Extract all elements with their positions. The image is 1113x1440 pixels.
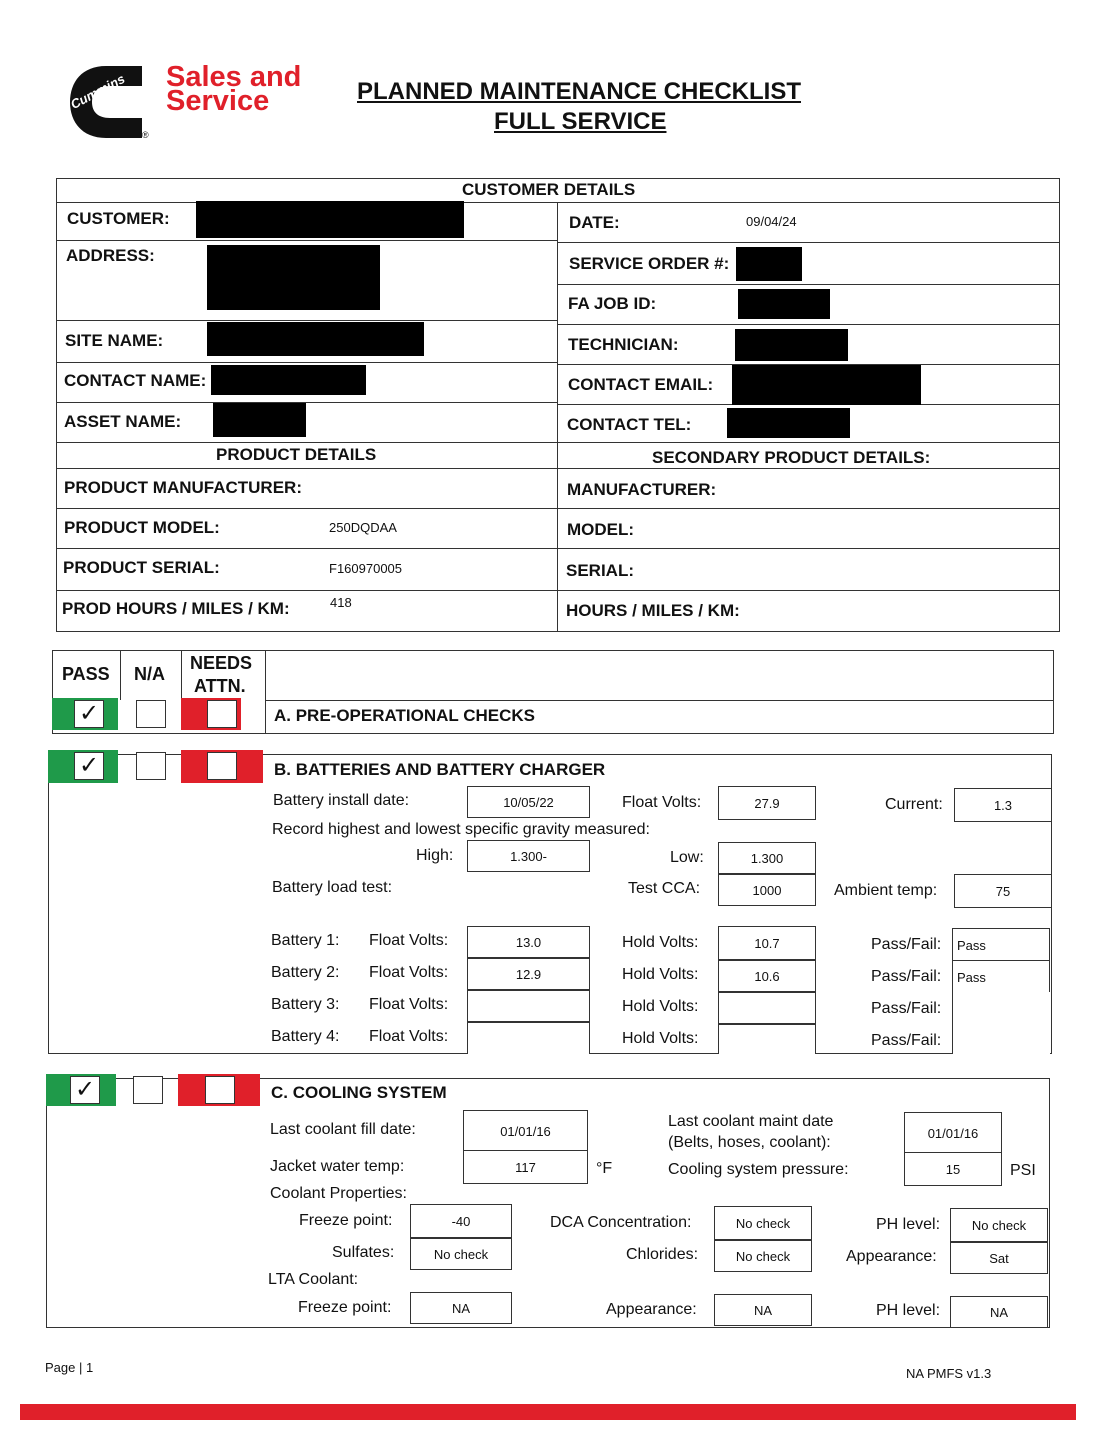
- battery-4-passfail-label: Pass/Fail:: [871, 1032, 942, 1049]
- contact-tel-label: CONTACT TEL:: [567, 415, 692, 434]
- section-c-title: C. COOLING SYSTEM: [271, 1083, 447, 1102]
- sulfates-label: Sulfates:: [332, 1244, 395, 1261]
- battery-2-passfail-value: Pass: [952, 960, 1050, 994]
- section-a-title: A. PRE-OPERATIONAL CHECKS: [274, 706, 536, 725]
- battery-2-hold-value: 10.6: [718, 960, 816, 992]
- product-manufacturer-label: PRODUCT MANUFACTURER:: [64, 478, 302, 497]
- section-a-na-checkbox[interactable]: [136, 700, 166, 728]
- product-hours-label: PROD HOURS / MILES / KM:: [62, 599, 290, 618]
- customer-details-heading: CUSTOMER DETAILS: [462, 180, 636, 199]
- float-volts-label: Float Volts:: [622, 794, 702, 811]
- fa-job-id-label: FA JOB ID:: [568, 294, 657, 313]
- low-value: 1.300: [718, 842, 816, 874]
- date-label: DATE:: [569, 213, 620, 232]
- technician-label: TECHNICIAN:: [568, 335, 679, 354]
- section-b-title: B. BATTERIES AND BATTERY CHARGER: [274, 760, 606, 779]
- gravity-label: Record highest and lowest specific gravity measured:: [272, 821, 650, 838]
- battery-2-float-value: 12.9: [467, 958, 590, 990]
- brand-line-2: Service: [166, 85, 270, 117]
- secondary-product-heading: SECONDARY PRODUCT DETAILS:: [652, 448, 931, 467]
- brand-line-1: Sales and: [166, 61, 302, 93]
- battery-2-label: Battery 2:: [271, 964, 340, 981]
- appearance-label: Appearance:: [846, 1248, 937, 1265]
- lta-ph-label: PH level:: [876, 1302, 941, 1319]
- high-value: 1.300-: [467, 840, 590, 872]
- battery-1-passfail-value: Pass: [952, 928, 1050, 962]
- cca-value: 1000: [718, 874, 816, 906]
- lta-freeze-value: NA: [410, 1292, 512, 1324]
- current-value: 1.3: [954, 788, 1052, 822]
- chlorides-value: No check: [714, 1240, 812, 1272]
- current-label: Current:: [885, 796, 943, 813]
- contact-tel-redacted: [727, 408, 850, 438]
- customer-redacted: [196, 201, 464, 238]
- product-hours-value: 418: [330, 595, 352, 610]
- battery-4-hold-label: Hold Volts:: [622, 1030, 699, 1047]
- dca-label: DCA Concentration:: [550, 1214, 692, 1231]
- contact-name-label: CONTACT NAME:: [64, 371, 207, 390]
- battery-4-float-label: Float Volts:: [369, 1028, 449, 1045]
- battery-1-hold-label: Hold Volts:: [622, 934, 699, 951]
- cummins-logo: [66, 62, 148, 142]
- battery-1-label: Battery 1:: [271, 932, 340, 949]
- battery-3-hold-label: Hold Volts:: [622, 998, 699, 1015]
- form-version: NA PMFS v1.3: [906, 1366, 992, 1381]
- asset-name-label: ASSET NAME:: [64, 412, 182, 431]
- page-title-line-1: PLANNED MAINTENANCE CHECKLIST: [357, 78, 801, 105]
- service-order-label: SERVICE ORDER #:: [569, 254, 730, 273]
- battery-4-float-value: [467, 1022, 590, 1054]
- product-details-heading: PRODUCT DETAILS: [216, 445, 377, 464]
- product-model-value: 250DQDAA: [329, 520, 397, 535]
- dca-value: No check: [714, 1206, 812, 1240]
- section-c-na-checkbox[interactable]: [133, 1076, 163, 1104]
- pressure-label: Cooling system pressure:: [668, 1161, 849, 1178]
- lta-appearance-label: Appearance:: [606, 1301, 697, 1318]
- lta-appearance-value: NA: [714, 1294, 812, 1326]
- product-serial-label: PRODUCT SERIAL:: [63, 558, 220, 577]
- cummins-wordmark: Cummins: [67, 70, 128, 113]
- section-b-pass-checkbox[interactable]: ✓: [74, 752, 104, 780]
- load-test-label: Battery load test:: [272, 879, 393, 896]
- coolant-fill-date-label: Last coolant fill date:: [270, 1121, 416, 1138]
- pass-header: PASS: [62, 664, 110, 684]
- temp-unit: °F: [596, 1160, 613, 1177]
- lta-freeze-label: Freeze point:: [298, 1299, 392, 1316]
- battery-2-passfail-label: Pass/Fail:: [871, 968, 942, 985]
- freeze-point-label: Freeze point:: [299, 1212, 393, 1229]
- contact-email-label: CONTACT EMAIL:: [568, 375, 714, 394]
- contact-email-redacted: [732, 365, 921, 405]
- jacket-temp-value: 117: [463, 1150, 588, 1184]
- ph-level-value: No check: [950, 1208, 1048, 1242]
- battery-install-date-label: Battery install date:: [273, 792, 410, 809]
- battery-3-label: Battery 3:: [271, 996, 340, 1013]
- site-name-label: SITE NAME:: [65, 331, 164, 350]
- ambient-label: Ambient temp:: [834, 882, 938, 899]
- battery-3-passfail-label: Pass/Fail:: [871, 1000, 942, 1017]
- battery-1-float-label: Float Volts:: [369, 932, 449, 949]
- coolant-properties-label: Coolant Properties:: [270, 1185, 407, 1202]
- battery-install-date-value: 10/05/22: [467, 786, 590, 818]
- section-c-needs-checkbox[interactable]: [205, 1076, 235, 1104]
- battery-1-passfail-label: Pass/Fail:: [871, 936, 942, 953]
- pressure-unit: PSI: [1010, 1162, 1036, 1179]
- address-redacted: [207, 245, 380, 310]
- needs-header-2: ATTN.: [194, 676, 246, 696]
- needs-header-1: NEEDS: [190, 653, 253, 673]
- section-a-pass-checkbox[interactable]: ✓: [74, 700, 104, 728]
- battery-1-hold-value: 10.7: [718, 926, 816, 960]
- fa-job-id-redacted: [738, 289, 830, 319]
- battery-4-hold-value: [718, 1024, 816, 1054]
- secondary-model-label: MODEL:: [567, 520, 635, 539]
- coolant-maint-date-label-1: Last coolant maint date: [668, 1113, 834, 1130]
- contact-name-redacted: [211, 365, 366, 395]
- high-label: High:: [416, 847, 454, 864]
- lta-coolant-label: LTA Coolant:: [268, 1271, 359, 1288]
- date-value: 09/04/24: [746, 214, 797, 229]
- battery-2-float-label: Float Volts:: [369, 964, 449, 981]
- secondary-serial-label: SERIAL:: [566, 561, 634, 580]
- site-name-redacted: [207, 322, 424, 356]
- battery-4-passfail-value: [952, 1024, 1050, 1054]
- section-a-needs-checkbox[interactable]: [207, 700, 237, 728]
- cca-label: Test CCA:: [628, 880, 701, 897]
- product-model-label: PRODUCT MODEL:: [64, 518, 220, 537]
- address-label: ADDRESS:: [66, 246, 155, 265]
- battery-2-hold-label: Hold Volts:: [622, 966, 699, 983]
- sulfates-value: No check: [410, 1238, 512, 1270]
- battery-4-label: Battery 4:: [271, 1028, 340, 1045]
- coolant-maint-date-label-2: (Belts, hoses, coolant):: [668, 1134, 831, 1151]
- coolant-maint-date-value: 01/01/16: [904, 1112, 1002, 1154]
- product-serial-value: F160970005: [329, 561, 403, 576]
- ph-level-label: PH level:: [876, 1216, 941, 1233]
- page-number: Page | 1: [45, 1360, 94, 1375]
- battery-3-float-value: [467, 990, 590, 1022]
- secondary-manufacturer-label: MANUFACTURER:: [567, 480, 717, 499]
- pressure-value: 15: [904, 1152, 1002, 1186]
- asset-name-redacted: [213, 403, 306, 437]
- low-label: Low:: [670, 849, 704, 866]
- battery-3-passfail-value: [952, 992, 1050, 1026]
- ambient-value: 75: [954, 874, 1052, 908]
- section-c-pass-checkbox[interactable]: ✓: [70, 1076, 100, 1104]
- battery-3-float-label: Float Volts:: [369, 996, 449, 1013]
- appearance-value: Sat: [950, 1242, 1048, 1274]
- section-b-na-checkbox[interactable]: [136, 752, 166, 780]
- jacket-temp-label: Jacket water temp:: [270, 1158, 405, 1175]
- registered-mark: ®: [142, 130, 149, 140]
- chlorides-label: Chlorides:: [626, 1246, 699, 1263]
- secondary-hours-label: HOURS / MILES / KM:: [566, 601, 740, 620]
- technician-redacted: [735, 329, 848, 361]
- footer-red-bar: [20, 1404, 1076, 1420]
- section-b-needs-checkbox[interactable]: [207, 752, 237, 780]
- service-order-redacted: [736, 247, 802, 281]
- battery-1-float-value: 13.0: [467, 926, 590, 958]
- page-title-line-2: FULL SERVICE: [494, 108, 667, 135]
- battery-3-hold-value: [718, 992, 816, 1024]
- lta-ph-value: NA: [950, 1296, 1048, 1328]
- freeze-point-value: -40: [410, 1204, 512, 1238]
- na-header: N/A: [134, 664, 165, 684]
- coolant-fill-date-value: 01/01/16: [463, 1110, 588, 1152]
- float-volts-value: 27.9: [718, 786, 816, 820]
- customer-label: CUSTOMER:: [67, 209, 170, 228]
